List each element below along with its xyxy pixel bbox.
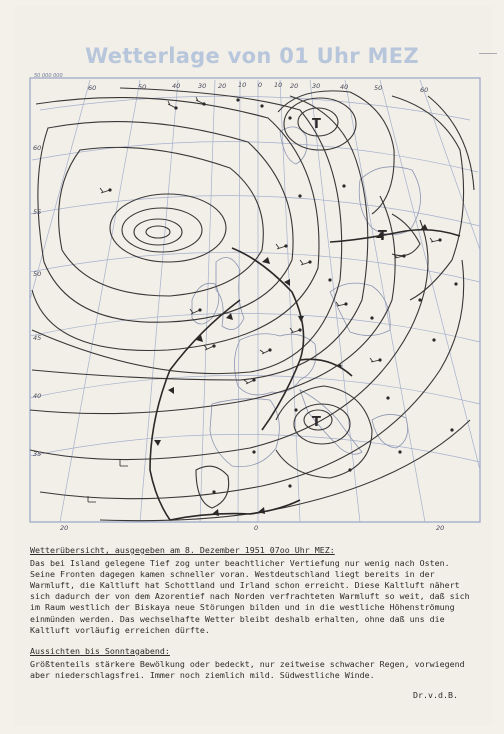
lon-label-60e: 60 [420, 86, 429, 94]
bottom-label-left: 20 [60, 524, 69, 532]
lat-label-55: 55 [33, 208, 42, 216]
lon-label-40e: 40 [340, 83, 349, 91]
low-pressure-marker-north: T [312, 117, 321, 132]
low-pressure-marker-east: T [378, 229, 387, 244]
lon-label-30e: 30 [312, 82, 321, 90]
report-body: Das bei Island gelegene Tief zog unter beachtlicher Vertiefung nur wenig nach Osten. Seine Fronten dagegen kamen schneller voran. Westdeutschland liegt bereits in der Warmluft, die Kaltluft hat Schottland und Irland schon erreicht. Diese Kaltluft nähert sich dadurch der von dem Azorentief nach Norden verfrachteten Warmluft so weit, daß sich im Raum westlich der Biskaya neue Störungen bilden und in die westliche Höhenströmung einmünden werden. Das wechselhafte Wetter bleibt deshalb erhalten, ohne daß uns die Kaltluft vorläufig erreichen dürfte. [30, 558, 470, 635]
coastlines [192, 127, 421, 467]
map-frame [30, 78, 480, 522]
bottom-label-center: 0 [254, 524, 259, 532]
outlook-body: Größtenteils stärkere Bewölkung oder bedeckt, nur zeitweise schwacher Regen, vorwiegend aber niederschlagsfrei. Immer noch ziemlich mild. Südwestliche Winde. [30, 658, 465, 680]
report-heading: Wetterübersicht, ausgegeben am 8. Dezember 1951 07oo Uhr MEZ: [30, 545, 335, 555]
lon-label-20e: 20 [290, 82, 299, 90]
lon-label-30w: 30 [198, 82, 207, 90]
outlook-heading: Aussichten bis Sonntagabend: [30, 645, 170, 656]
lon-label-50w: 50 [138, 83, 147, 91]
latitude-lines [30, 96, 480, 462]
front-symbols [154, 224, 428, 516]
bottom-label-right: 20 [436, 524, 445, 532]
isobars [30, 88, 474, 521]
lon-label-40w: 40 [172, 82, 181, 90]
lat-label-40: 40 [33, 392, 42, 400]
low-pressure-marker-south: T [312, 415, 321, 430]
lat-label-60: 60 [33, 144, 42, 152]
weather-report [30, 545, 478, 701]
lon-label-0: 0 [258, 81, 263, 89]
scale-note: 50 000 000 [34, 73, 63, 79]
wind-barbs [88, 97, 440, 502]
chart-title: Wetterlage von 01 Uhr MEZ [85, 44, 419, 68]
lat-label-45: 45 [33, 334, 42, 342]
signature: Dr.v.d.B. [413, 690, 458, 701]
lat-label-35: 35 [33, 450, 42, 458]
lat-label-50: 50 [33, 270, 42, 278]
lon-label-10e: 10 [274, 81, 283, 89]
lon-label-10w: 10 [238, 81, 247, 89]
lon-label-50e: 50 [374, 84, 383, 92]
lon-label-20w: 20 [218, 82, 227, 90]
lon-label-60w: 60 [88, 84, 97, 92]
